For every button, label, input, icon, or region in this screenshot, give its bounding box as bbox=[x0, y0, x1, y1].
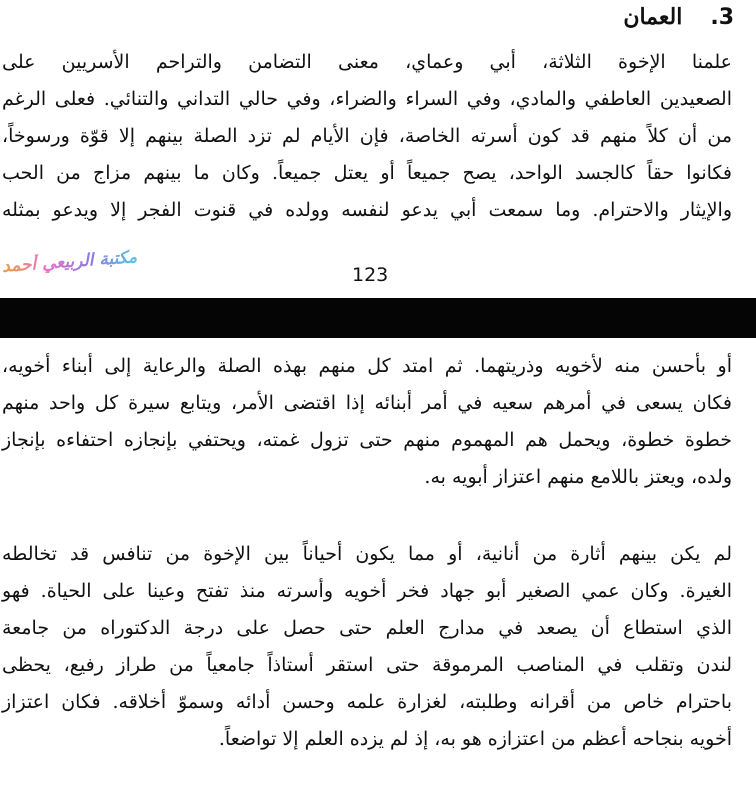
text-line: لندن وتقلب في المناصب المرموقة حتى استقر أستاذاً جامعياً من طراز رفيع، يحظى bbox=[2, 654, 732, 676]
section-heading bbox=[623, 4, 734, 30]
text-line: الغيرة. وكان عمي الصغير أبو جهاد فخر أخويه وأسرته منذ تفتح وعينا على الحياة. فهو bbox=[2, 580, 732, 602]
text-line: أو بأحسن منه لأخويه وذريتهما. ثم امتد كل منهم بهذه الصلة والرعاية إلى أبناء أخويه، bbox=[2, 355, 732, 377]
text-line: باحترام خاص من أقرانه وطلبته، لغزارة علمه وحسن أدائه وسموّ أخلاقه. فكان اعتزاز bbox=[2, 691, 732, 713]
watermark-stamp: مكتبة الربيعي أحمد bbox=[1, 247, 138, 277]
text-line: لم يكن بينهم أثارة من أنانية، أو مما يكون أحياناً بين الإخوة من تنافس قد تخالطه bbox=[2, 543, 732, 565]
text-line: والإيثار والاحترام. وما سمعت أبي يدعو لنفسه وولده في قنوت الفجر إلا ويدعو بمثله bbox=[2, 199, 732, 221]
page-separator bbox=[0, 298, 756, 338]
page-number: 123 bbox=[352, 264, 389, 286]
section-number: 3. bbox=[710, 4, 734, 30]
text-line: من أن كلاً منهم قد كون أسرته الخاصة، فإن الأيام لم تزد الصلة بينهم إلا قوّة ورسوخاً، bbox=[2, 125, 732, 147]
text-line: الصعيدين العاطفي والمادي، وفي السراء والضراء، وفي حالي التداني والتنائي. فعلى الرغم bbox=[2, 88, 732, 110]
text-line: فكانوا حقاً كالجسد الواحد، يصح جميعاً أو يعتل جميعاً. وكان ما بينهم مزاج من الحب bbox=[2, 162, 732, 184]
section-title: العمان bbox=[623, 4, 683, 30]
book-page-top bbox=[0, 0, 756, 298]
paragraph-2 bbox=[0, 536, 732, 758]
text-line: أخويه بنجاحه أعظم من اعتزازه هو به، إذ لم يزده العلم إلا تواضعاً. bbox=[218, 728, 732, 750]
text-line: فكان يسعى في أمرهم سعيه في أمر أبنائه إذا اقتضى الأمر، ويتابع سيرة كل واحد منهم bbox=[2, 392, 732, 414]
text-line: الذي استطاع أن يصعد في مدارج العلم حتى حصل على درجة الدكتوراه من جامعة bbox=[2, 617, 732, 639]
text-line: خطوة خطوة، ويحمل هم المهموم منهم حتى تزول غمته، ويحتفي بإنجازه احتفاءه بإنجاز bbox=[2, 429, 732, 451]
paragraph-top bbox=[0, 44, 732, 229]
book-page-bottom bbox=[0, 338, 756, 800]
text-line: علمنا الإخوة الثلاثة، أبي وعماي، معنى التضامن والتراحم الأسريين على bbox=[2, 51, 732, 73]
paragraph-1 bbox=[0, 348, 732, 496]
text-line: ولده، ويعتز باللامع منهم اعتزاز أبويه به. bbox=[424, 466, 732, 488]
